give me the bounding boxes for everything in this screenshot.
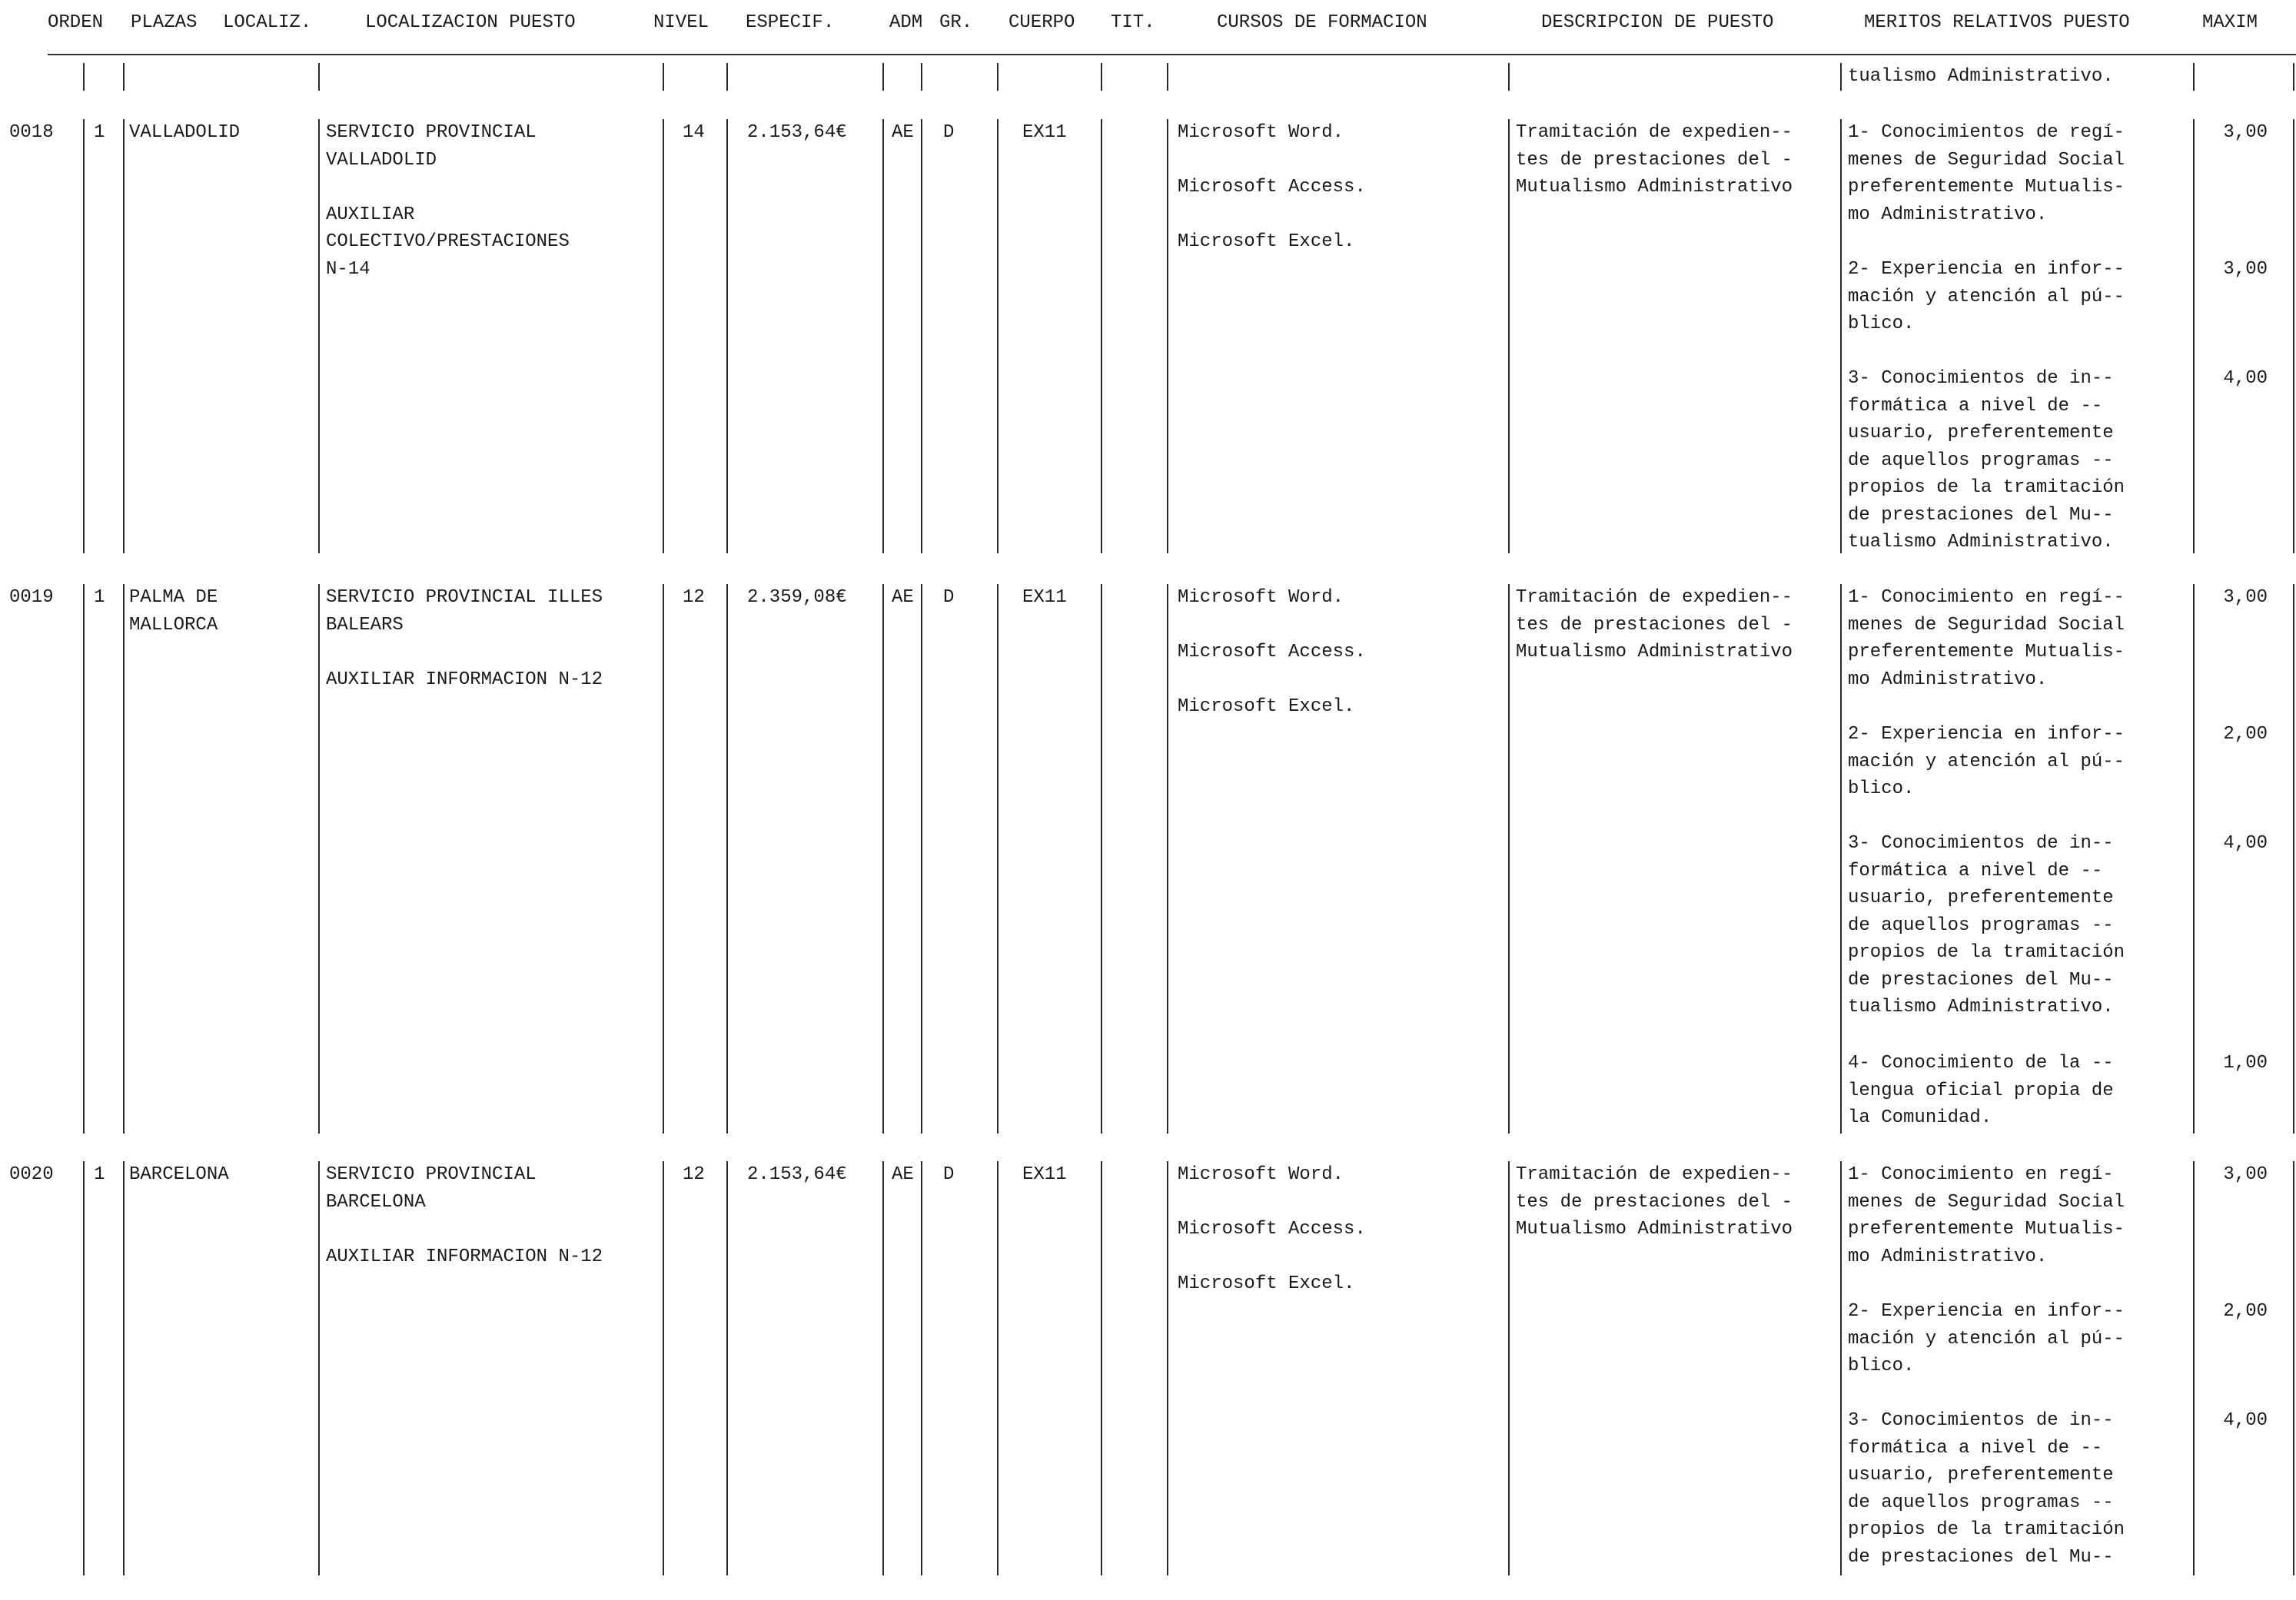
- column-separator: [997, 1161, 998, 1575]
- record-orden: 0019: [9, 587, 54, 608]
- header-orden: ORDEN: [48, 12, 104, 33]
- column-separator: [318, 584, 320, 1134]
- column-separator: [2293, 1161, 2294, 1575]
- record-localidad: VALLADOLID: [129, 122, 241, 143]
- record-cuerpo: EX11: [1022, 122, 1067, 143]
- record-orden: 0018: [9, 122, 54, 143]
- record-merit-3: 3- Conocimientos de in-- formática a nivel de -- usuario, preferentemente de aquellos programas -- propios de la tramitación de prestaciones del Mu-- tualismo Administrativo.: [1848, 833, 2125, 1017]
- column-separator: [1167, 119, 1168, 553]
- column-separator: [921, 119, 922, 553]
- column-separator: [123, 1161, 125, 1575]
- column-separator: [83, 1161, 85, 1575]
- record-especif: 2.153,64€: [747, 1164, 847, 1185]
- record-puesto: SERVICIO PROVINCIAL BARCELONA AUXILIAR INFORMACION N-12: [326, 1164, 603, 1267]
- column-separator: [2193, 63, 2195, 91]
- record-gr: D: [943, 1164, 955, 1185]
- record-nivel: 12: [683, 587, 705, 608]
- column-separator: [318, 63, 320, 91]
- record-merit-3: 3- Conocimientos de in-- formática a nivel de -- usuario, preferentemente de aquellos programas -- propios de la tramitación de prestaciones del Mu--: [1848, 1410, 2125, 1568]
- column-separator: [1101, 119, 1102, 553]
- column-separator: [123, 63, 125, 91]
- column-separator: [2293, 584, 2294, 1134]
- record-cuerpo: EX11: [1022, 1164, 1067, 1185]
- record-descripcion: Tramitación de expedien-- tes de prestaciones del - Mutualismo Administrativo: [1516, 122, 1793, 198]
- record-merit-1-max: 3,00: [2223, 587, 2268, 608]
- column-separator: [663, 63, 664, 91]
- header-nivel: NIVEL: [653, 12, 709, 33]
- column-separator: [997, 63, 998, 91]
- header-localiz: LOCALIZ.: [223, 12, 312, 33]
- column-separator: [726, 584, 728, 1134]
- header-adm: ADM: [889, 12, 923, 33]
- record-cursos: Microsoft Word. Microsoft Access. Microsoft Excel.: [1178, 587, 1366, 717]
- column-separator: [997, 119, 998, 553]
- header-rule: [48, 54, 2296, 55]
- column-separator: [921, 584, 922, 1134]
- record-cursos: Microsoft Word. Microsoft Access. Microsoft Excel.: [1178, 122, 1366, 252]
- record-puesto: SERVICIO PROVINCIAL VALLADOLID AUXILIAR COLECTIVO/PRESTACIONES N-14: [326, 122, 570, 280]
- record-nivel: 14: [683, 122, 705, 143]
- record-puesto: SERVICIO PROVINCIAL ILLES BALEARS AUXILIAR INFORMACION N-12: [326, 587, 603, 690]
- column-separator: [1167, 63, 1168, 91]
- header-meritos: MERITOS RELATIVOS PUESTO: [1864, 12, 2130, 33]
- record-merit-1-max: 3,00: [2223, 122, 2268, 143]
- column-separator: [726, 1161, 728, 1575]
- merit-continuation: tualismo Administrativo.: [1848, 66, 2114, 87]
- record-merit-4: 4- Conocimiento de la -- lengua oficial propia de la Comunidad.: [1848, 1053, 2114, 1128]
- record-merit-1: 1- Conocimientos de regí- menes de Seguridad Social preferentemente Mutualis- mo Administrativo.: [1848, 122, 2125, 225]
- column-separator: [123, 119, 125, 553]
- column-separator: [1840, 584, 1842, 1134]
- column-separator: [882, 63, 884, 91]
- header-tit: TIT.: [1111, 12, 1155, 33]
- header-descripcion: DESCRIPCION DE PUESTO: [1541, 12, 1774, 33]
- record-localidad: PALMA DE MALLORCA: [129, 587, 218, 636]
- record-adm: AE: [892, 122, 914, 143]
- column-separator: [882, 1161, 884, 1575]
- column-separator: [1840, 1161, 1842, 1575]
- record-merit-3-max: 4,00: [2223, 833, 2268, 854]
- record-descripcion: Tramitación de expedien-- tes de prestaciones del - Mutualismo Administrativo: [1516, 587, 1793, 662]
- column-separator: [921, 1161, 922, 1575]
- record-merit-2: 2- Experiencia en infor-- mación y atención al pú-- blico.: [1848, 259, 2125, 334]
- header-gr: GR.: [939, 12, 973, 33]
- header-plazas: PLAZAS: [131, 12, 198, 33]
- header-cuerpo: CUERPO: [1008, 12, 1075, 33]
- column-separator: [1167, 1161, 1168, 1575]
- column-separator: [1167, 584, 1168, 1134]
- column-separator: [2293, 119, 2294, 553]
- column-separator: [1508, 1161, 1510, 1575]
- column-separator: [663, 1161, 664, 1575]
- column-separator: [882, 119, 884, 553]
- column-separator: [2193, 119, 2195, 553]
- header-cursos: CURSOS DE FORMACION: [1217, 12, 1427, 33]
- record-plazas: 1: [94, 1164, 105, 1185]
- column-separator: [123, 584, 125, 1134]
- record-merit-3-max: 4,00: [2223, 1410, 2268, 1431]
- column-separator: [726, 63, 728, 91]
- record-cuerpo: EX11: [1022, 587, 1067, 608]
- column-separator: [1508, 584, 1510, 1134]
- column-separator: [1101, 1161, 1102, 1575]
- record-plazas: 1: [94, 587, 105, 608]
- column-separator: [1101, 584, 1102, 1134]
- column-separator: [1840, 63, 1842, 91]
- record-especif: 2.359,08€: [747, 587, 847, 608]
- record-descripcion: Tramitación de expedien-- tes de prestaciones del - Mutualismo Administrativo: [1516, 1164, 1793, 1240]
- record-merit-2: 2- Experiencia en infor-- mación y atención al pú-- blico.: [1848, 724, 2125, 799]
- header-localizacion-puesto: LOCALIZACION PUESTO: [365, 12, 576, 33]
- column-separator: [83, 584, 85, 1134]
- record-gr: D: [943, 587, 955, 608]
- record-plazas: 1: [94, 122, 105, 143]
- record-orden: 0020: [9, 1164, 54, 1185]
- column-separator: [318, 1161, 320, 1575]
- record-merit-4-max: 1,00: [2223, 1053, 2268, 1074]
- column-separator: [2193, 584, 2195, 1134]
- record-merit-3: 3- Conocimientos de in-- formática a nivel de -- usuario, preferentemente de aquellos programas -- propios de la tramitación de prestaciones del Mu-- tualismo Administrativo.: [1848, 368, 2125, 553]
- record-merit-2-max: 2,00: [2223, 1301, 2268, 1322]
- record-merit-1: 1- Conocimiento en regí-- menes de Seguridad Social preferentemente Mutualis- mo Administrativo.: [1848, 587, 2125, 690]
- column-separator: [2193, 1161, 2195, 1575]
- column-separator: [1101, 63, 1102, 91]
- header-especif: ESPECIF.: [746, 12, 835, 33]
- record-merit-1-max: 3,00: [2223, 1164, 2268, 1185]
- column-separator: [83, 119, 85, 553]
- record-nivel: 12: [683, 1164, 705, 1185]
- record-merit-2-max: 3,00: [2223, 259, 2268, 280]
- column-separator: [663, 119, 664, 553]
- column-separator: [318, 119, 320, 553]
- record-adm: AE: [892, 587, 914, 608]
- record-merit-3-max: 4,00: [2223, 368, 2268, 389]
- record-localidad: BARCELONA: [129, 1164, 229, 1185]
- column-separator: [83, 63, 85, 91]
- column-separator: [882, 584, 884, 1134]
- header-maxim: MAXIM: [2202, 12, 2258, 33]
- record-especif: 2.153,64€: [747, 122, 847, 143]
- column-separator: [1508, 119, 1510, 553]
- column-separator: [2293, 63, 2294, 91]
- column-separator: [726, 119, 728, 553]
- record-cursos: Microsoft Word. Microsoft Access. Microsoft Excel.: [1178, 1164, 1366, 1294]
- record-gr: D: [943, 122, 955, 143]
- record-adm: AE: [892, 1164, 914, 1185]
- column-separator: [663, 584, 664, 1134]
- record-merit-1: 1- Conocimiento en regí- menes de Seguridad Social preferentemente Mutualis- mo Administrativo.: [1848, 1164, 2125, 1267]
- record-merit-2: 2- Experiencia en infor-- mación y atención al pú-- blico.: [1848, 1301, 2125, 1376]
- record-merit-2-max: 2,00: [2223, 724, 2268, 745]
- column-separator: [1508, 63, 1510, 91]
- column-separator: [1840, 119, 1842, 553]
- column-separator: [997, 584, 998, 1134]
- column-separator: [921, 63, 922, 91]
